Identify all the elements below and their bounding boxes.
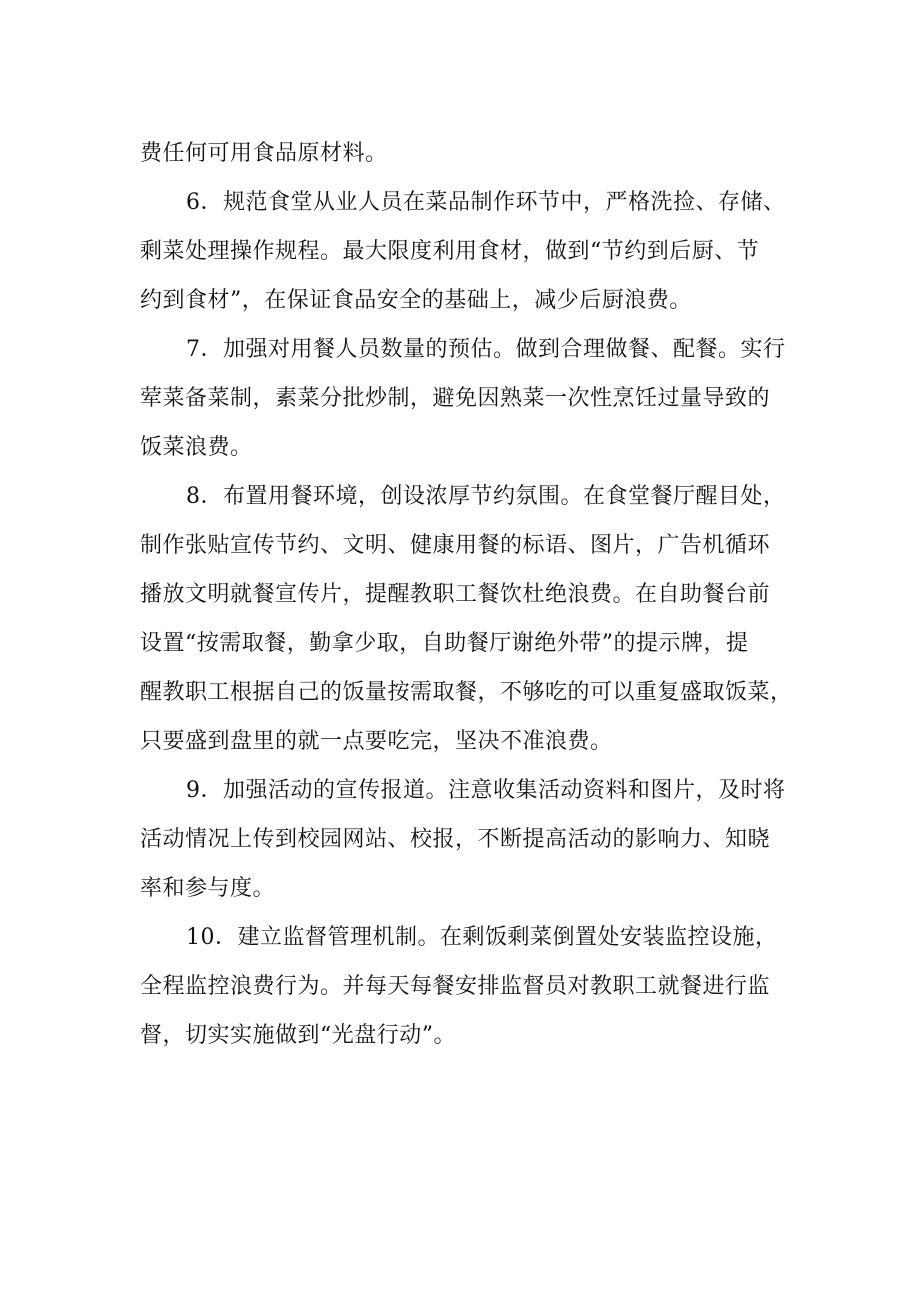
- text-line: 醒教职工根据自己的饭量按需取餐，不够吃的可以重复盛取饭菜，: [140, 680, 793, 705]
- text-line: 荤菜备菜制，素菜分批炒制，避免因熟菜一次性烹饪过量导致的: [140, 386, 771, 411]
- text-line: 率和参与度。: [140, 876, 276, 901]
- text-line: 费任何可用食品原材料。: [140, 141, 388, 166]
- text-line: 饭菜浪费。: [140, 435, 253, 460]
- text-line: 全程监控浪费行为。并每天每餐安排监督员对教职工就餐进行监: [140, 974, 771, 999]
- paragraph-6-line: 6．规范食堂从业人员在菜品制作环节中，严格洗捡、存储、: [186, 190, 786, 215]
- text-line: 约到食材”，在保证食品安全的基础上，减少后厨浪费。: [140, 288, 692, 313]
- text-line: 制作张贴宣传节约、文明、健康用餐的标语、图片，广告机循环: [140, 533, 771, 558]
- text-line: 设置“按需取餐，勤拿少取，自助餐厅谢绝外带”的提示牌，提: [140, 631, 749, 656]
- paragraph-9-line: 9．加强活动的宣传报道。注意收集活动资料和图片，及时将: [186, 778, 786, 803]
- text-line: 只要盛到盘里的就一点要吃完，坚决不准浪费。: [140, 729, 613, 754]
- text-line: 活动情况上传到校园网站、校报，不断提高活动的影响力、知晓: [140, 827, 771, 852]
- paragraph-7-line: 7．加强对用餐人员数量的预估。做到合理做餐、配餐。实行: [186, 337, 786, 362]
- text-line: 督，切实实施做到“光盘行动”。: [140, 1023, 456, 1048]
- paragraph-8-line: 8．布置用餐环境，创设浓厚节约氛围。在食堂餐厅醒目处，: [186, 484, 786, 509]
- text-line: 剩菜处理操作规程。最大限度利用食材，做到“节约到后厨、节: [140, 239, 760, 264]
- paragraph-10-line: 10．建立监督管理机制。在剩饭剩菜倒置处安装监控设施，: [186, 925, 778, 950]
- text-line: 播放文明就餐宣传片，提醒教职工餐饮杜绝浪费。在自助餐台前: [140, 582, 771, 607]
